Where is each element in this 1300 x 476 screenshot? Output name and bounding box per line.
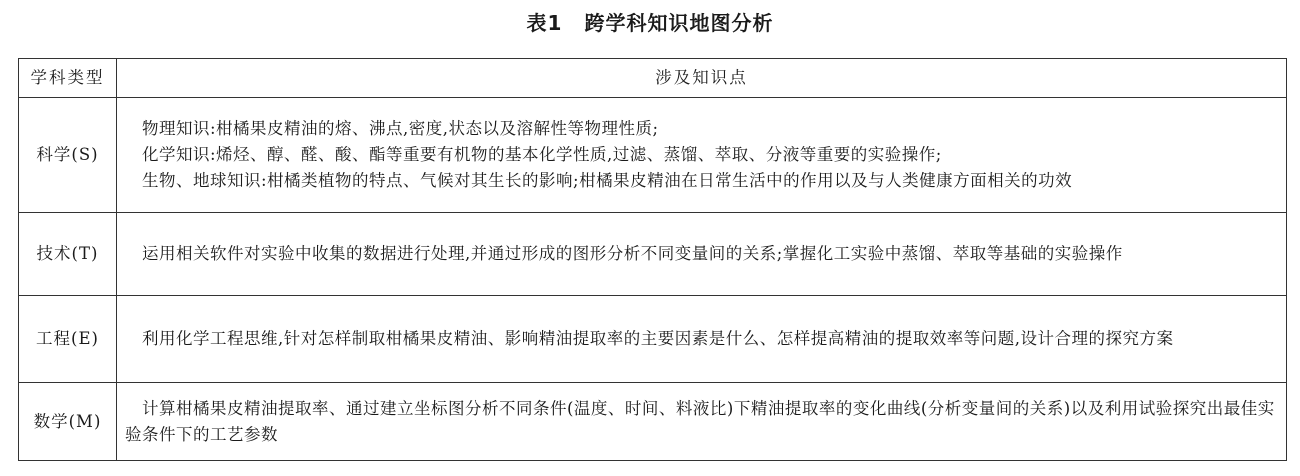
table-row-science bbox=[19, 98, 1287, 213]
subject-cell-mathematics: 数学(M) bbox=[19, 383, 117, 461]
subject-cell-technology: 技术(T) bbox=[19, 213, 117, 296]
engineering-text: 利用化学工程思维,针对怎样制取柑橘果皮精油、影响精油提取率的主要因素是什么、怎样提高精油的提取效率等问题,设计合理的探究方案 bbox=[142, 329, 1174, 348]
mathematics-text: 计算柑橘果皮精油提取率、通过建立坐标图分析不同条件(温度、时间、料液比)下精油提取率的变化曲线(分析变量间的关系)以及利用试验探究出最佳实验条件下的工艺参数 bbox=[125, 398, 1275, 444]
content-cell-science bbox=[117, 98, 1287, 213]
content-cell-mathematics bbox=[117, 383, 1287, 461]
header-knowledge-points: 涉及知识点 bbox=[117, 59, 1287, 98]
subject-cell-science: 科学(S) bbox=[19, 98, 117, 213]
table-row-mathematics bbox=[19, 383, 1287, 461]
table-number: 表1 bbox=[526, 11, 563, 35]
table-header-row bbox=[19, 59, 1287, 98]
subject-cell-engineering: 工程(E) bbox=[19, 296, 117, 383]
content-cell-technology bbox=[117, 213, 1287, 296]
content-cell-engineering bbox=[117, 296, 1287, 383]
table-row-engineering bbox=[19, 296, 1287, 383]
header-subject-type: 学科类型 bbox=[19, 59, 117, 98]
technology-text: 运用相关软件对实验中收集的数据进行处理,并通过形成的图形分析不同变量间的关系;掌握化工实验中蒸馏、萃取等基础的实验操作 bbox=[142, 244, 1123, 263]
table-row-technology bbox=[19, 213, 1287, 296]
table-caption bbox=[0, 9, 1300, 37]
science-chemistry-line: 化学知识:烯烃、醇、醛、酸、酯等重要有机物的基本化学性质,过滤、蒸馏、萃取、分液等重要的实验操作; bbox=[142, 145, 942, 164]
table-title-text: 跨学科知识地图分析 bbox=[584, 11, 774, 35]
science-physics-line: 物理知识:柑橘果皮精油的熔、沸点,密度,状态以及溶解性等物理性质; bbox=[142, 119, 659, 138]
science-biology-earth-line: 生物、地球知识:柑橘类植物的特点、气候对其生长的影响;柑橘果皮精油在日常生活中的作用以及与人类健康方面相关的功效 bbox=[142, 171, 1073, 190]
knowledge-map-table bbox=[18, 58, 1287, 461]
